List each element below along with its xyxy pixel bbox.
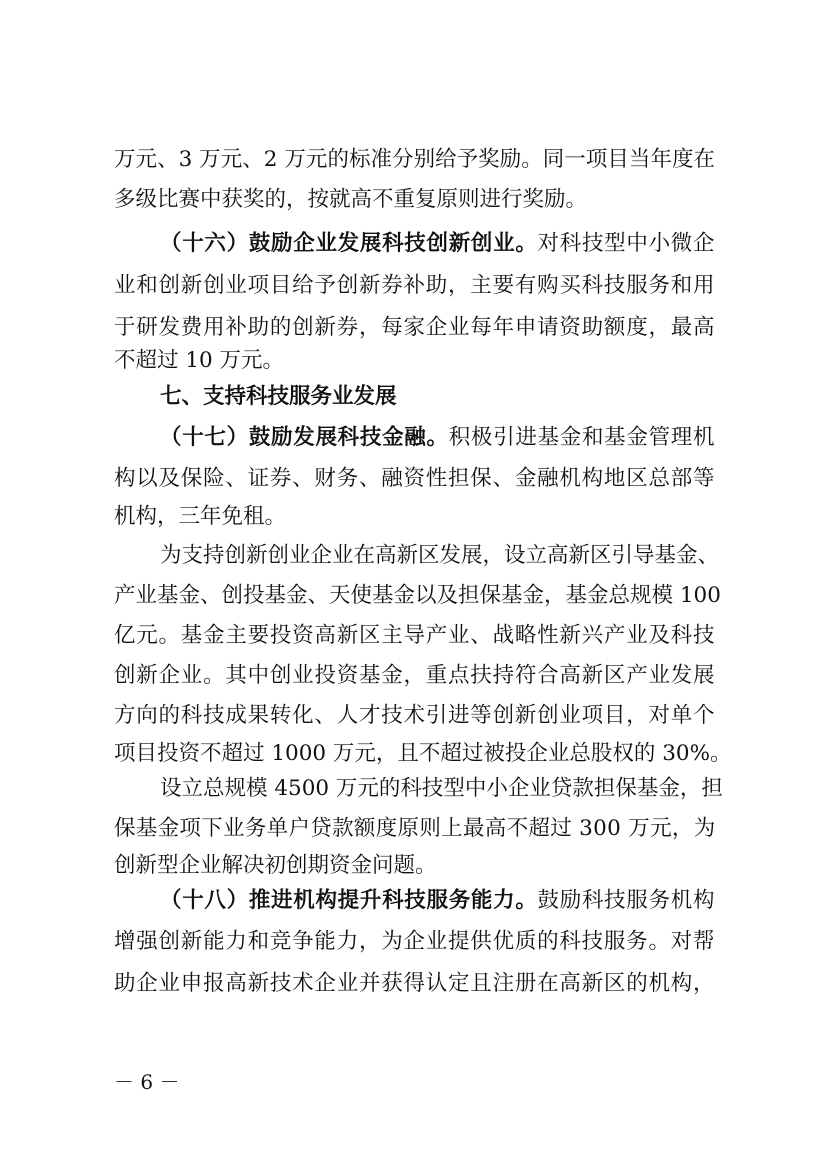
text-line [114, 928, 715, 956]
text-line [114, 815, 716, 843]
text-line [160, 775, 723, 803]
body-text: 项目投资不超过 1000 万元，且不超过被投企业总股权的 30%。 [114, 741, 732, 766]
body-text: 不超过 10 万元。 [114, 348, 285, 373]
body-text: 机构，三年免租。 [114, 504, 287, 529]
bold-heading-text: （十八）推进机构提升科技服务能力。 [160, 888, 538, 913]
bold-heading-text: （十六）鼓励企业发展科技创新创业。 [160, 231, 538, 256]
body-text: 多级比赛中获奖的，按就高不重复原则进行奖励。 [114, 187, 588, 212]
body-text: 积极引进基金和基金管理机 [448, 425, 716, 450]
body-text: 方向的科技成果转化、人才技术引进等创新创业项目，对单个 [114, 703, 716, 728]
bold-heading-text: （十七）鼓励发展科技金融。 [160, 425, 449, 450]
body-text: 创新企业。其中创业投资基金，重点扶持符合高新区产业发展 [114, 663, 716, 688]
text-line [114, 702, 715, 730]
text-line [114, 314, 715, 342]
body-text: 构以及保险、证券、财务、融资性担保、金融机构地区总部等 [114, 466, 716, 491]
body-text: 亿元。基金主要投资高新区主导产业、战略性新兴产业及科技 [114, 623, 716, 648]
body-text: 设立总规模 4500 万元的科技型中小企业贷款担保基金，担 [160, 776, 723, 801]
body-text: 助企业申报高新技术企业并获得认定且注册在高新区的机构， [114, 971, 716, 996]
body-text: 业和创新创业项目给予创新券补助，主要有购买科技服务和用 [114, 273, 716, 298]
body-text: 创新型企业解决初创期资金问题。 [114, 853, 437, 878]
text-line [114, 852, 437, 880]
body-text: 为支持创新创业企业在高新区发展，设立高新区引导基金、 [160, 543, 720, 568]
text-line [160, 887, 715, 915]
text-line [114, 465, 715, 493]
text-line [114, 622, 715, 650]
text-line [160, 542, 719, 570]
body-text: 万元、3 万元、2 万元的标准分别给予奖励。同一项目当年度在 [114, 147, 716, 172]
body-text: 对科技型中小微企 [537, 231, 716, 256]
text-line [114, 503, 286, 531]
body-text: 产业基金、创投基金、天使基金以及担保基金，基金总规模 100 [114, 583, 721, 608]
text-line [114, 740, 732, 768]
text-line [114, 146, 715, 174]
page-number: － 6 － [114, 1070, 180, 1094]
text-line [160, 230, 715, 258]
text-line [160, 383, 397, 411]
body-text: 于研发费用补助的创新券，每家企业每年申请资助额度，最高 [114, 315, 716, 340]
text-line [114, 662, 715, 690]
body-text: 鼓励科技服务机构 [537, 888, 716, 913]
bold-heading-text: 七、支持科技服务业发展 [160, 384, 397, 409]
body-text: 增强创新能力和竞争能力，为企业提供优质的科技服务。对帮 [114, 929, 716, 954]
text-line [160, 424, 715, 452]
text-line [114, 272, 715, 300]
text-line [114, 186, 587, 214]
text-line [114, 582, 721, 610]
text-line [114, 970, 715, 998]
body-text: 保基金项下业务单户贷款额度原则上最高不超过 300 万元，为 [114, 816, 716, 841]
text-line [114, 347, 284, 375]
